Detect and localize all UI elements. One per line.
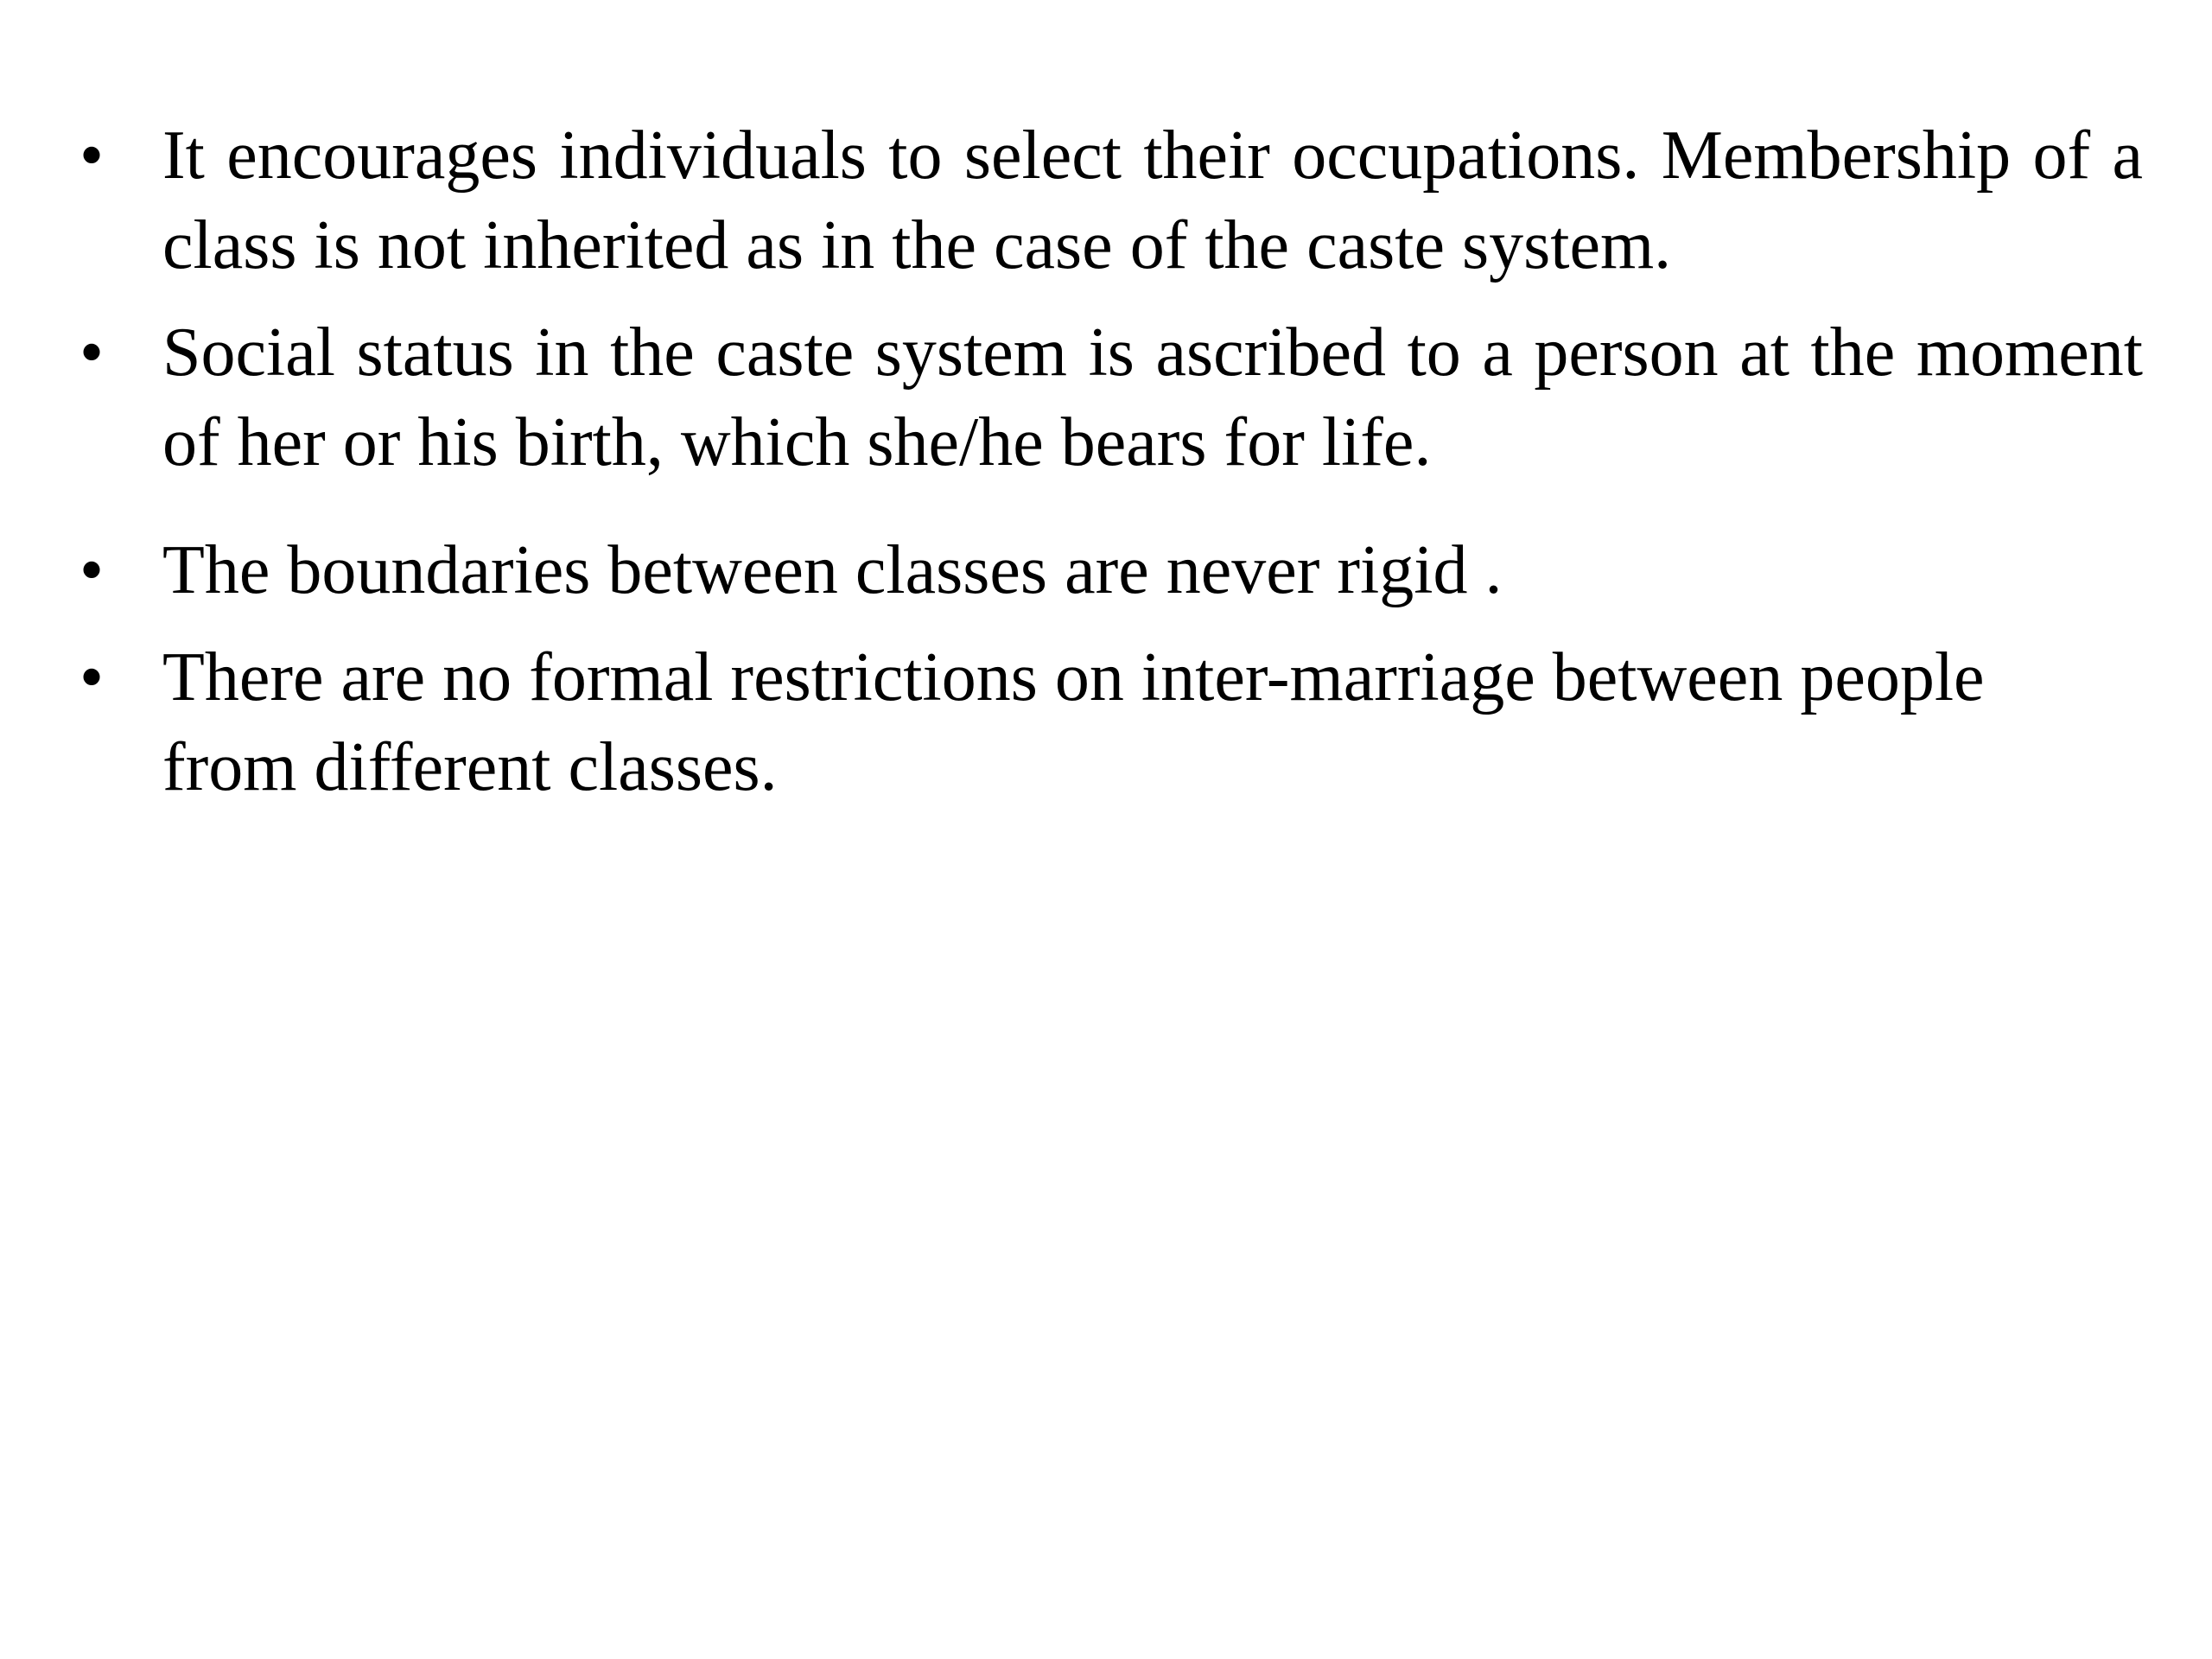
bullet-text: The boundaries between classes are never rigid . xyxy=(162,532,1503,608)
bullet-icon: • xyxy=(79,118,105,194)
bullet-icon: • xyxy=(79,532,105,608)
bullet-icon: • xyxy=(79,639,105,715)
bullet-text: It encourages individuals to select their occupations. Membership of a class is not inherited as in the case of the caste system. xyxy=(162,118,2143,283)
bullet-text: Social status in the caste system is ascribed to a person at the moment of her or his birth, which she/he bears for life. xyxy=(162,315,2143,480)
bullet-item-occupations xyxy=(69,111,2143,290)
bullet-text: There are no formal restrictions on inter-marriage between people from different classes. xyxy=(162,639,1985,805)
bullet-item-inter-marriage xyxy=(69,632,2124,812)
bullet-item-boundaries xyxy=(69,525,2143,615)
bullet-item-social-status xyxy=(69,308,2143,487)
bullet-list xyxy=(69,111,2143,812)
bullet-icon: • xyxy=(79,315,105,391)
